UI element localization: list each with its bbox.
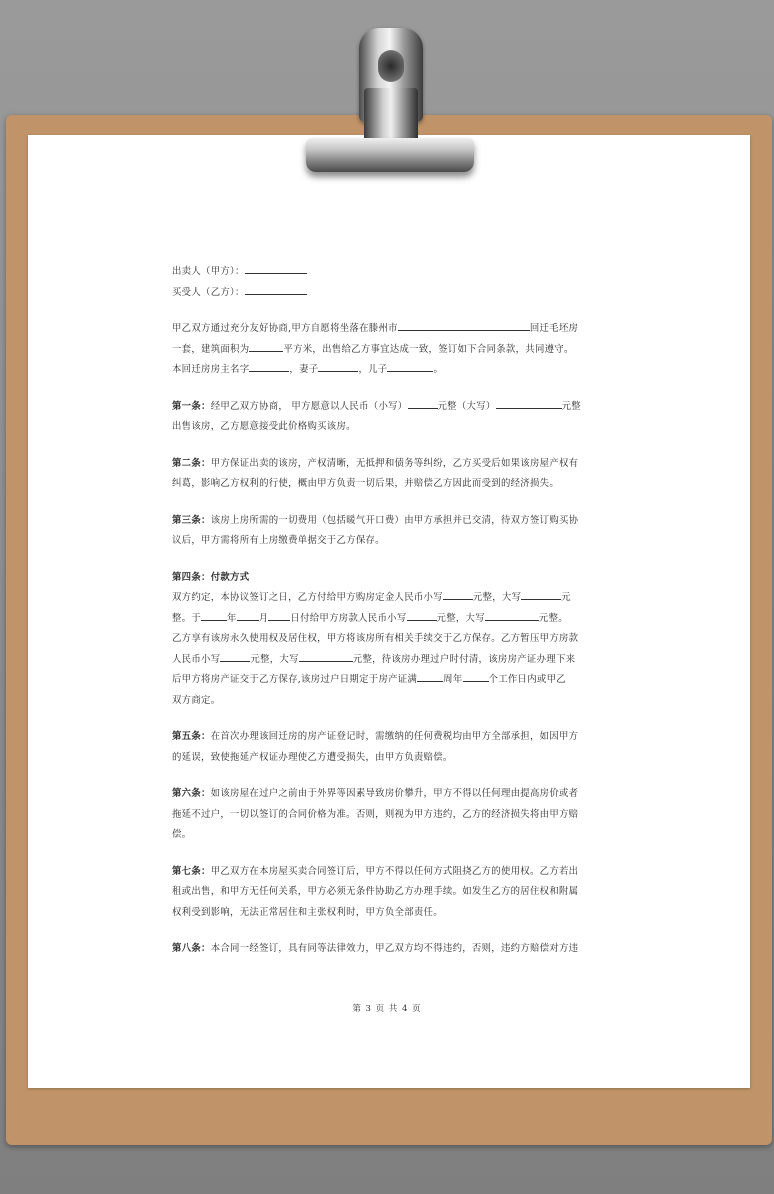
blank xyxy=(201,609,227,621)
spacer xyxy=(172,303,602,319)
article-7-line-3: 权利受到影响，无法正常居住和主张权利时，甲方负全部责任。 xyxy=(172,906,443,918)
article-1-line-1: 第一条：经甲乙双方协商， 甲方愿意以人民币（小写） 元整（大写） 元整 xyxy=(172,397,602,418)
buyer-line: 买受人（乙方）： xyxy=(172,283,602,304)
article-8-line-1: 第八条：本合同一经签订，具有同等法律效力，甲乙双方均不得违约，否则，违约方赔偿对方违 xyxy=(172,943,579,954)
article-3-line-2: 议后，甲方需将所有上房缴费单据交于乙方保存。 xyxy=(172,535,385,546)
blank xyxy=(387,360,433,372)
buyer-blank xyxy=(245,283,307,295)
blank xyxy=(299,650,353,662)
article-7-line-1: 第七条：甲乙双方在本房屋买卖合同签订后，甲方不得以任何方式阻挠乙方的使用权。乙方若出 xyxy=(172,865,579,877)
blank xyxy=(485,609,539,621)
article-4-line-2: 整。于 年 月 日付给甲方房款人民币小写 元整，大写 元整。 xyxy=(172,609,602,630)
article-4-line-6: 双方商定。 xyxy=(172,694,221,706)
article-4-line-4: 人民币小写 元整，大写 元整，待该房办理过户时付清，该房房产证办理下来 xyxy=(172,650,602,671)
article-3-line-1: 第三条：该房上房所需的一切费用（包括暖气开口费）由甲方承担并已交清，待双方签订购买协 xyxy=(172,514,579,526)
spacer xyxy=(172,552,602,568)
clip-base xyxy=(306,138,474,172)
blank xyxy=(237,609,259,621)
article-2-line-2: 纠葛，影响乙方权利的行使，概由甲方负责一切后果，并赔偿乙方因此而受到的经济损失。 xyxy=(172,478,560,489)
spacer xyxy=(172,846,602,862)
intro-line-2: 一套，建筑面积为 平方米，出售给乙方事宜达成一致，签订如下合同条款，共同遵守。 xyxy=(172,340,602,361)
blank xyxy=(268,609,290,621)
blank xyxy=(249,360,289,372)
article-5-line-1: 第五条：在首次办理该回迁房的房产证登记时，需缴纳的任何费税均由甲方全部承担，如因甲方 xyxy=(172,731,579,742)
blank xyxy=(417,670,443,682)
blank xyxy=(220,650,250,662)
article-7-line-2: 租或出售，和甲方无任何关系，甲方必须无条件协助乙方办理手续。如发生乙方的居住权和附属 xyxy=(172,886,579,897)
intro-line-1: 甲乙双方通过充分友好协商,甲方自愿将坐落在滕州市 回迁毛坯房 xyxy=(172,319,602,340)
article-4-line-5: 后甲方将房产证交于乙方保存,该房过户日期定于房产证满 周年 个工作日内或甲乙 xyxy=(172,670,602,691)
article-4-line-3: 乙方享有该房永久使用权及居住权，甲方将该房所有相关手续交于乙方保存。乙方暂压甲方房款 xyxy=(172,633,579,644)
blank xyxy=(463,670,489,682)
clip-body xyxy=(364,88,418,144)
spacer xyxy=(172,768,602,784)
article-5-line-2: 的延误，致使拖延产权证办理使乙方遭受损失，由甲方负责赔偿。 xyxy=(172,751,453,763)
article-4-line-1: 双方约定，本协议签订之日，乙方付给甲方购房定金人民币小写 元整，大写 元 xyxy=(172,588,602,609)
seller-line: 出卖人（甲方）： xyxy=(172,262,602,283)
spacer xyxy=(172,381,602,397)
article-4-title: 第四条：付款方式 xyxy=(172,571,250,583)
article-6-line-1: 第六条：如该房屋在过户之前由于外界等因素导致房价攀升，甲方不得以任何理由提高房价或者 xyxy=(172,788,579,799)
blank xyxy=(496,397,562,409)
contract-text xyxy=(172,262,602,960)
spacer xyxy=(172,495,602,511)
spacer xyxy=(172,438,602,454)
seller-blank xyxy=(245,262,307,274)
page-number: 第 3 页 共 4 页 xyxy=(352,1004,422,1014)
spacer xyxy=(172,923,602,939)
article-6-line-2: 拖延不过户，一切以签订的合同价格为准。否则，则视为甲方违约，乙方的经济损失将由甲方赔 xyxy=(172,808,579,820)
blank xyxy=(398,319,530,331)
intro-line-3: 本回迁房房主名字 ，妻子 ，儿子 。 xyxy=(172,360,602,381)
blank xyxy=(318,360,358,372)
article-2-line-1: 第二条：甲方保证出卖的该房，产权清晰，无抵押和债务等纠纷，乙方买受后如果该房屋产权有 xyxy=(172,457,579,469)
blank xyxy=(249,340,283,352)
article-1-line-2: 出售该房，乙方愿意接受此价格购买该房。 xyxy=(172,421,356,432)
clip-hole xyxy=(378,50,404,82)
spacer xyxy=(172,711,602,727)
blank xyxy=(443,588,473,600)
article-6-line-3: 偿。 xyxy=(172,829,192,840)
blank xyxy=(408,397,438,409)
blank xyxy=(521,588,561,600)
blank xyxy=(407,609,437,621)
